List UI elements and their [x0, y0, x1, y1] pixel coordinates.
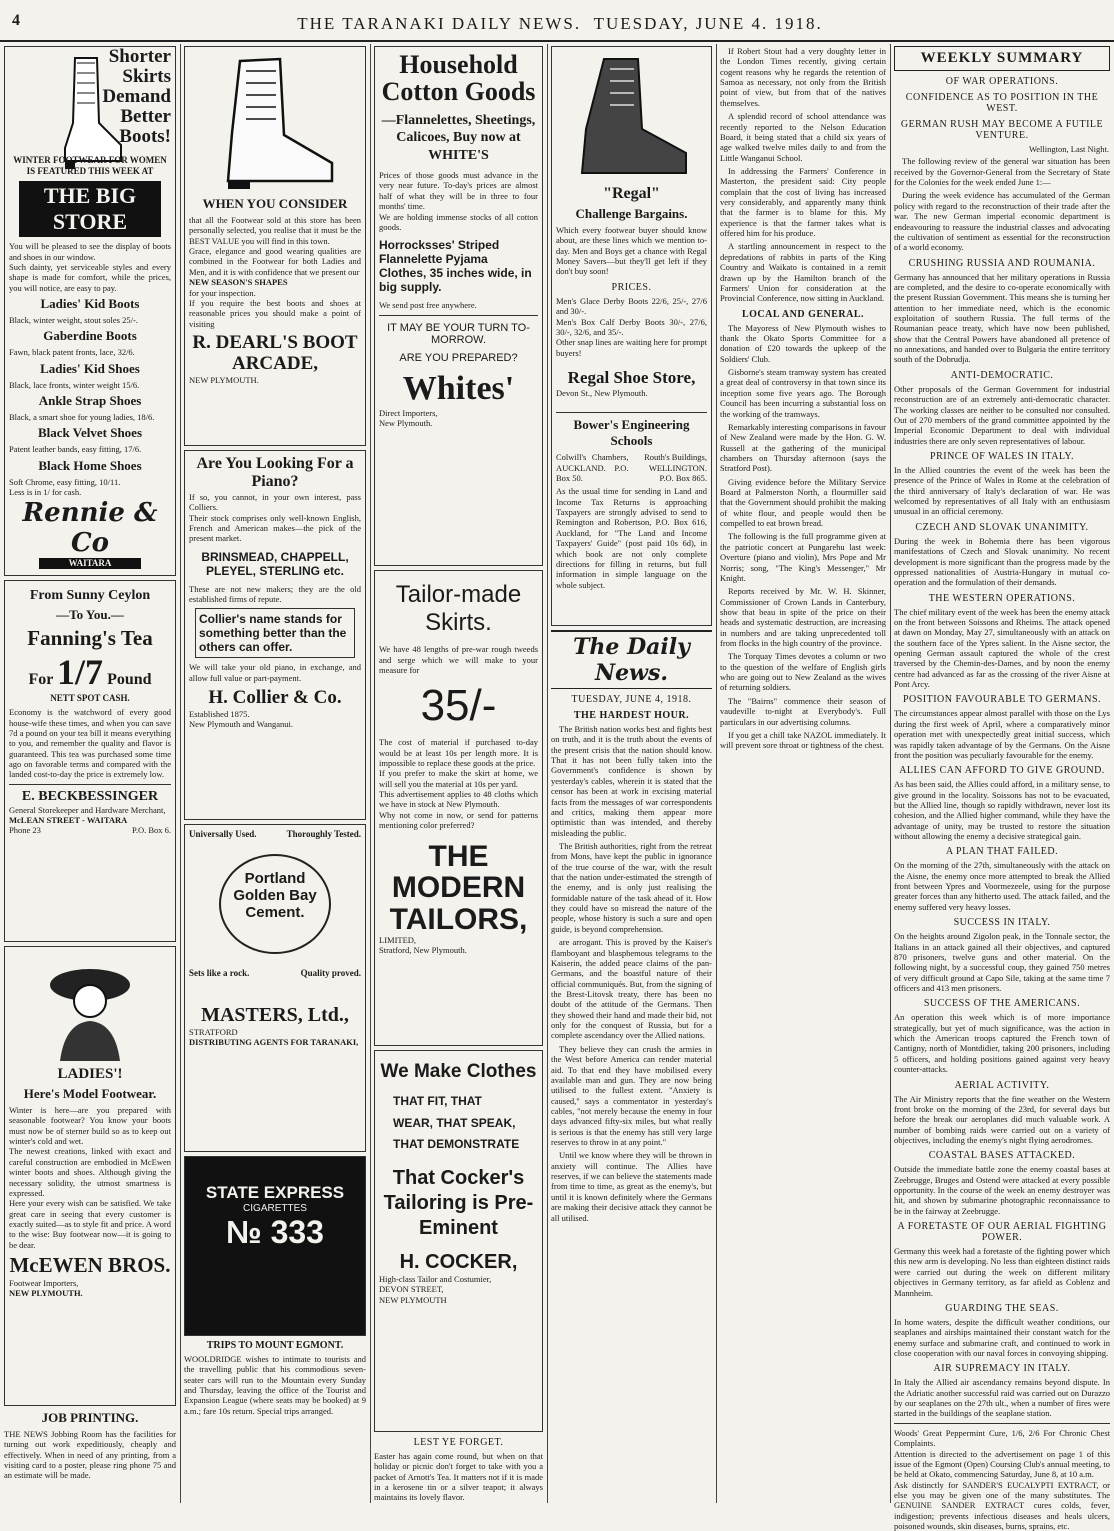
tea-body: Economy is the watchword of every good house-wife these times, and when you can save 7d a pound on your tea bill it means everything to you, and remember the quality and flavor is guaranteed. This tea was purchased some time ago on favorable terms and compared with the landed cost-to-day the price is extremely low.	[9, 707, 171, 780]
mcewen-body2: The newest creations, linked with exact and careful construction are embodied in McEwen winter boots and shoes. Although giving the necessary solidity, the utmost smartness is expressed.	[9, 1146, 171, 1198]
piano-body2: Their stock comprises only well-known English, French and American makes—the pick of the present market.	[189, 512, 361, 544]
section-text: The Air Ministry reports that the fine weather on the Western front broke on the morning of the 23rd, for several days but before the break our aeroplanes did much valuable work. A number of bombing raids were carried out on a variety of objectives, including the enemy's night flying aerodromes.	[894, 1093, 1110, 1145]
tailor-price: 35/-	[420, 681, 497, 731]
local-paragraph: If you get a chill take NAZOL immediately. It will prevent sore throat or tightness of the chest.	[720, 729, 886, 751]
column-rule	[180, 44, 181, 1503]
cement-top	[189, 829, 361, 840]
item-desc: Patent leather bands, easy fitting, 17/6.	[9, 444, 142, 455]
regal-ad	[551, 46, 712, 626]
piano-established: Established 1875.	[189, 709, 250, 720]
cocker-headline: We Make Clothes	[380, 1061, 537, 1082]
local-paragraph: The following is the full programme given at the patriotic concert at Pungarehu last week: Overture (piano and violin), Mrs Pope and Mr Norris; song, "The King's Messenger," Mr Knight.	[720, 531, 886, 583]
item-name: Ladies' Kid Shoes	[40, 360, 140, 376]
local-paragraph: Giving evidence before the Military Service Board at Palmerston North, a flourmiller said that the Government should prohibit the making of white flour, and people would then be compelled to eat brown bread.	[720, 476, 886, 529]
section-title: COASTAL BASES ATTACKED.	[928, 1150, 1076, 1162]
piano-towns: New Plymouth and Wanganui.	[189, 719, 293, 730]
item-desc: Black, winter weight, stout soles 25/-.	[9, 314, 138, 325]
section-text: Outside the immediate battle zone the enemy coastal bases at Zeebrugge, Bruges and Ostend were attacked at every possible opportunity. In the course of the week an enemy destroyer was hit, and shown by submarine photographic reconnaissance to be in the fairway at Zeebrugge.	[894, 1164, 1110, 1216]
big-store-intro2: Such dainty, yet serviceable styles and every shape is made for comfort, while the prices, you will notice, are easy to pay.	[9, 261, 171, 293]
tailor-body4: This advertisement applies to 48 cloths which we have in stock at New Plymouth.	[379, 789, 538, 810]
mcewen-desc: Footwear Importers,	[9, 1278, 79, 1289]
item-desc: Black, a smart shoe for young ladies, 18/6.	[9, 412, 155, 423]
section-text: In Italy the Allied air ascendancy remains beyond dispute. In the Adriatic another successful raid was carried out on Durazzo by our seaplanes on the 27th ult., when a number of fires were started in the buildings of the seaplane station.	[894, 1377, 1110, 1419]
section-text: An operation this week which is of more importance strategically, but yet of much significance, was the action in which the American troops captured the French town of Cantigny, north of Montdidier, taking 200 prisoners, including 5 officers, and holding positions gained against very heavy counter-attacks.	[894, 1012, 1110, 1075]
tea-phone: Phone 23	[9, 825, 41, 836]
section-text: On the morning of the 27th, simultaneously with the attack on the Aisne, the enemy once more attempted to break the Allied front between Ypres and Voormezeele, using for the purpose greater forces than any hitherto used. The attack failed, and the enemy suffered very heavy losses.	[894, 860, 1110, 912]
regal-body2: Other snap lines are waiting here for prompt buyers!	[556, 337, 707, 358]
piano-brands: BRINSMEAD, CHAPPELL, PLEYEL, STERLING etc.	[201, 549, 349, 578]
local-paragraph: A splendid record of school attendance was recently reported to the Nelson Education Board, it being stated that a child six years of age walked twelve miles daily to and from the Little Wanganui School.	[720, 111, 886, 163]
tea-line2: —To You.—	[56, 607, 124, 622]
bottom-right-item: Ask distinctly for SANDER'S EUCALYPTI EXTRACT, or else you may be given one of the many substitutes. The GENUINE SANDER EXTRACT cures colds, fever, indigestion; prevents infectious diseases and heals ulcers, poisoned wounds, skin diseases, burns, sprains, etc.	[894, 1479, 1110, 1531]
whites-body2: We are holding immense stocks of all cotton goods.	[379, 211, 538, 232]
nameplate: The Daily News.	[551, 630, 712, 689]
tea-terms: NETT SPOT CASH.	[50, 693, 130, 703]
weekly-paragraph: During the week evidence has accumulated of the German policy with regard to the reconstruction of their trade after the war. The new German imperial economic department is endeavouring to reassure the industrial classes and advocating the cultivation of sentiment as essential for the reconstruction of a world economy.	[894, 190, 1110, 253]
tea-price-line	[9, 651, 171, 693]
lest-ye-forget	[374, 1437, 543, 1503]
local-paragraph: If Robert Stout had a very doughty letter in the London Times recently, giving certain cogent reasons why he regards the retention of Samoa as necessary, not only from the British point of view, but from that of the natives themselves.	[720, 46, 886, 108]
section-title: CZECH AND SLOVAK UNANIMITY.	[915, 521, 1089, 533]
tailor-body: We have 48 lengths of pre-war rough tweeds and serge which we will make to your measure for	[379, 644, 538, 675]
big-store-items	[9, 296, 171, 487]
tea-price: 1/7	[57, 652, 104, 692]
item-name: Gaberdine Boots	[43, 328, 137, 344]
local-paragraph: A startling announcement in respect to the depredations of rabbits in parts of the King Country and Waikato is contained in a remit drawn up by the Hamilton branch of the Farmers' Union for consideration at the Provincial Conference, now sitting in Auckland.	[720, 241, 886, 304]
regal-boot-icon	[572, 53, 692, 183]
editorial-paragraph: are arrogant. This is proved by the Kaiser's flamboyant and blasphemous telegrams to the Kaiserin, the added peace claims of the pan-Germans, and the boastful nature of their official communiqués. But, from the signing of the Brest-Litovsk treaty, there has been no doubt of the attitude of the Germans. Then they showed their hand and made their bid, not only for the conquest of Russia, but for a complete ascendancy over the Allied nations.	[551, 937, 712, 1041]
cig-number: № 333	[226, 1214, 324, 1250]
item-name: Black Velvet Shoes	[37, 425, 142, 441]
fannings-tea-ad	[4, 580, 176, 942]
regal-name: Regal Shoe Store,	[567, 367, 696, 387]
local-title: LOCAL AND GENERAL.	[741, 308, 865, 320]
cocker-slogan: That Cocker's Tailoring is Pre-Eminent	[383, 1166, 534, 1239]
cement-bottom	[189, 968, 361, 979]
dearl-body: that all the Footwear sold at this store has been personally selected, you realise that it must be the BEST VALUE you will find in this town.	[189, 215, 361, 246]
section-text: The circumstances appear almost parallel with those on the Lys during the first week of April, where a comparatively minor operation met with unexpectedly great initial success, which was rapidly taken advantage of by the Germans. On the Aisne front the position was peculiarly favourable for the enemy.	[894, 708, 1110, 760]
weekly-summary-header	[894, 46, 1110, 71]
bower-addr-right: Routh's Buildings, WELLINGTON. P.O. Box 865.	[644, 452, 707, 484]
local-and-general-top	[720, 46, 886, 304]
item-name: Black Home Shoes	[38, 457, 142, 473]
tea-contact	[9, 825, 171, 835]
tea-line1: From Sunny Ceylon	[29, 588, 151, 603]
tailor-headline: Tailor-made Skirts.	[395, 581, 522, 636]
section-text: During the week in Bohemia there has been vigorous manifestations of Czech and Slovak unanimity. No recent development is more significant than the progress made by the oppressed nationalities of Austria-Hungary in mutual co-operation and the formulation of their demands.	[894, 535, 1110, 588]
regal-address: Devon St., New Plymouth.	[556, 387, 648, 398]
job-title: JOB PRINTING.	[41, 1410, 139, 1425]
section-title: THE WESTERN OPERATIONS.	[928, 592, 1076, 604]
tailor-body3: If you prefer to make the skirt at home, we will sell you the material at 10s per yard.	[379, 768, 538, 789]
weekly-paragraph: The following review of the general war situation has been received by the Governor-General from the Secretary of State for the Colonies for the week ended June 1:—	[894, 156, 1110, 188]
big-store-name: THE BIG STORE	[19, 181, 161, 237]
mcewen-body1: Winter is here—are you prepared with seasonable footwear? You know your boots must now be of sterner build so as to keep out winter's cold and wet.	[9, 1105, 171, 1147]
dearl-town: NEW PLYMOUTH.	[189, 374, 259, 385]
tailor-towns: Stratford, New Plymouth.	[379, 945, 467, 956]
rennie-logo: Rennie & Co	[22, 497, 158, 558]
cement-left2: Sets like a rock.	[189, 968, 250, 979]
regal-price-line: Men's Glace Derby Boots 22/6, 25/-, 27/6 and 30/-.	[556, 295, 707, 317]
editorial-paragraph: They believe they can crush the armies in the West before America can render material aid. To that end they have mobilised every available man and gun. They are now being utilised to the fullest extent. "Anxiety is caused," says a commentator in yesterday's cables, "not merely because the enemy in four days advanced fifty-six miles, but what really is serious is that the enemy has still very large reserves to throw in at any point."	[551, 1043, 712, 1148]
tea-address: McLEAN STREET - WAITARA	[9, 815, 128, 826]
bower-body: As the usual time for sending in Land and Income Tax Returns is approaching Taxpayers are strongly advised to send to Remington and Robertson, P.O. Box 616, Auckland, for "The Land and Income Taxpayers' Guide" (post paid 10s 6d), in which book are not only complete directions for filling in returns, but full information in simple language on the whole subject.	[556, 486, 707, 590]
dearl-ad	[184, 46, 366, 446]
item-desc: Black, lace fronts, winter weight 15/6.	[9, 379, 140, 390]
tea-merchant-desc: General Storekeeper and Hardware Merchant,	[9, 804, 166, 815]
page-number: 4	[12, 12, 20, 29]
cement-brand: Portland Golden Bay Cement.	[219, 854, 331, 954]
big-store-note: Less is in 1/ for cash.	[9, 487, 82, 498]
forget-title: LEST YE FORGET.	[413, 1437, 504, 1448]
cement-name: MASTERS, Ltd.,	[201, 1003, 349, 1026]
cement-town: STRATFORD	[189, 1026, 238, 1037]
section-text: As has been said, the Allies could afford, in a military sense, to give ground in the locality. Soissons has not to be evacuated, but the Allied line, though so rapidly withdrawn, never lost its cohesion, and the Allied higher command, while they have the advantage of unity, may be trusted to restore the situation without allowing the enemy a decisive strategical gain.	[894, 779, 1110, 842]
cigarettes-ad	[184, 1156, 366, 1336]
section-text: In the Allied countries the event of the week has been the presence of the Prince of Wales in Rome at the celebration of the third anniversary of Italy's declaration of war. He was welcomed by representatives of all Italy with an enthusiasm unusual in an official ceremony.	[894, 464, 1110, 517]
tea-po: P.O. Box 6.	[132, 825, 171, 836]
cocker-desc: High-class Tailor and Costumier,	[379, 1273, 492, 1284]
piano-ad	[184, 450, 366, 820]
forget-body: Easter has again come round, but when on that holiday or picnic don't forget to take with you a packet of Arnott's Tea. It matters not if it is made in a kerosene tin or a silver teapot; it always maintains its lovely flavor.	[374, 1451, 543, 1503]
whites-body: Prices of those goods must advance in the very near future. To-day's prices are almost half of what they will be in three to four months' time.	[379, 170, 538, 212]
piano-body: If so, you cannot, in your own interest, pass Colliers.	[189, 491, 361, 513]
bottom-right-item: Attention is directed to the advertisement on page 1 of this issue of the Egmont (Open) Coursing Club's annual meeting, to be held at Okato, commencing Saturday, June 8, at 10 a.m.	[894, 1448, 1110, 1480]
piano-body3: These are not new makers; they are the old established firms of repute.	[189, 583, 361, 604]
regal-title: "Regal"	[603, 185, 660, 202]
dearl-body3: for your inspection.	[189, 287, 256, 298]
cig-kind: CIGARETTES	[243, 1203, 307, 1214]
job-printing-ad	[4, 1410, 176, 1481]
bower-addr-left: Colwill's Chambers, AUCKLAND. P.O. Box 50.	[556, 452, 629, 484]
job-body: THE NEWS Jobbing Room has the facilities for turning out work expeditiously, cheaply and effectively. When in need of any printing, from a visiting card to a poster, please ring phone 75 and an estimate will be made.	[4, 1429, 176, 1481]
big-store-town: WAITARA	[39, 558, 141, 569]
section-title: GUARDING THE SEAS.	[945, 1302, 1059, 1314]
tea-merchant: E. BECKBESSINGER	[21, 788, 159, 804]
column-1	[2, 44, 178, 1503]
piano-title: Are You Looking For a Piano?	[196, 455, 354, 491]
local-paragraph: The Torquay Times devotes a column or two to the question of the welfare of English girls who are going out to New Zealand as the wives of returning soldiers.	[720, 651, 886, 693]
section-text: In home waters, despite the difficult weather conditions, our seaplanes and airships maintained their constant watch for the enemy surface and submarine craft, and continued to work in close cooperation with our naval forces in convoying shipping.	[894, 1316, 1110, 1358]
local-paragraph: Reports received by Mr. W. H. Skinner, Commissioner of Crown Lands in Canterbury, show that beau in spite of the price on their heads and systematic destruction, are increasing in numbers and are taking unprecedented toll from flocks in the high country of the province.	[720, 586, 886, 649]
cement-left: Universally Used.	[189, 829, 257, 839]
section-title: AIR SUPREMACY IN ITALY.	[933, 1363, 1071, 1375]
cement-right: Thoroughly Tested.	[286, 829, 361, 839]
cocker-street: DEVON STREET,	[379, 1284, 444, 1295]
whites-sub: —Flannelettes, Sheetings, Calicoes, Buy now at WHITE'S	[381, 112, 536, 163]
regal-prices-title: PRICES.	[611, 281, 652, 293]
column-4	[549, 44, 714, 1503]
piano-body5: We will take your old piano, in exchange, and allow full value or part-payment.	[189, 662, 361, 683]
dearl-body4: If you require the best boots and shoes at reasonable prices you should make a point of visiting	[189, 297, 361, 329]
whites-body4: We send post free anywhere.	[379, 300, 477, 311]
section-text: Other proposals of the German Government for industrial reconstruction are of an extremely anti-democratic character. The working classes are neither to be consulted nor consulted. Out of 270 members of the grand committee appointed by the Imperial Economic Department to deal with individual industries there are only seven representatives of labour.	[894, 383, 1110, 446]
section-title: AERIAL ACTIVITY.	[954, 1079, 1050, 1091]
local-paragraph: In addressing the Farmers' Conference in Masterton, the president said: City people complain that the cost of living has increased very considerably, and apparently many think that the farmer is to blame for this. My experience is that the farmer takes what is offered him for his produce.	[720, 165, 886, 239]
big-store-intro: You will be pleased to see the display of boots and shoes in our window.	[9, 241, 171, 262]
big-store-ad	[4, 46, 176, 576]
cocker-name: H. COCKER,	[399, 1250, 518, 1273]
section-text: Germany this week had a foretaste of the fighting power which this new arm is developing. No less than eighteen distinct raids were carried out during the week on different military objectives in Germany territory, as far afield as Coblenz and Mannheim.	[894, 1246, 1110, 1298]
column-rule	[716, 44, 717, 1503]
tailor-limited: LIMITED,	[379, 935, 417, 945]
column-2	[182, 44, 368, 1503]
cement-right2: Quality proved.	[300, 968, 361, 979]
local-paragraph: Gisborne's steam tramway system has created a great deal of controversy in that town since its inception some five years ago. The Borough Council has been incurring a substantial loss on the working of the tramways.	[720, 367, 886, 419]
regal-body: Which every footwear buyer should know about, are these lines which we mention to-day. Men and Boys get a chance with Regal Money Savers—but they'll get left if they don't buy soon!	[556, 225, 707, 277]
bower-addrs	[556, 452, 707, 483]
column-3	[372, 44, 545, 1503]
cocker-ad	[374, 1050, 543, 1432]
local-and-general	[720, 323, 886, 751]
weekly-sub3: GERMAN RUSH MAY BECOME A FUTILE VENTURE.	[900, 119, 1104, 141]
local-paragraph: The Mayoress of New Plymouth wishes to thank the Okato Sports Committee for a donation of £20 towards the upkeep of the Soldiers' Club.	[720, 322, 886, 364]
editorial-title: THE HARDEST HOUR.	[573, 710, 690, 721]
bower-title: Bower's Engineering Schools	[573, 417, 690, 449]
dearl-highlight: NEW SEASON'S SHAPES	[189, 277, 288, 288]
editorial-paragraph: The British nation works best and fights best on truth, and it is the truth about the events of the present crisis that the nation should know. That it has not been fully taken into the Government's confidence is shown by yesterday's cables, wherein it is stated that the censor has been at work in excising material facts from the messages of war correspondents and critics, making them appear more optimistic than was intended, and thereby misleading the public.	[551, 724, 712, 838]
egmont-title: TRIPS TO MOUNT EGMONT.	[206, 1340, 344, 1351]
tea-price-prefix: For	[28, 671, 54, 688]
section-text: On the heights around Zigolon peak, in the Tonnale sector, the Italians in an attack gained all their objectives, and captured 870 prisoners, twelve guns and other material. On the following night, by a successful coup, they gained 750 metres of very difficult ground at Capo Sile, taking at the same time 7 officers and 413 men prisoners.	[894, 931, 1110, 993]
weekly-body	[894, 156, 1110, 252]
section-title: CRUSHING RUSSIA AND ROUMANIA.	[908, 257, 1096, 269]
dearl-name: R. DEARL'S BOOT ARCADE,	[192, 331, 358, 374]
boot-icon	[210, 53, 340, 193]
dateline: TUESDAY, JUNE 4, 1918.	[571, 694, 692, 705]
cig-brand: STATE EXPRESS	[205, 1183, 345, 1202]
column-6	[892, 44, 1112, 1531]
mcewen-body3: Here your every wish can be satisfied. We take great care in seeing that every customer is exactly suited—as to style fit and price. A word to the wise: Buy footwear now—it is going to be dear.	[9, 1198, 171, 1250]
newspaper-title	[260, 14, 860, 34]
issue-date: TUESDAY, JUNE 4. 1918.	[593, 14, 823, 33]
column-rule	[547, 44, 548, 1503]
section-text: The chief military event of the week has been the enemy attack on the front between Soissons and Rheims. The attack opened at dawn on Monday, May 27, simultaneously with an attack on the southern face of the Ypres salient. In the Aisne sector, the opening German assault captured the whole of the crest traversed by the Chemin-des-Dames, and by noon the enemy centre had advanced as far as the crossing of the river Aisne at Pont Arcy.	[894, 606, 1110, 690]
section-title: ANTI-DEMOCRATIC.	[950, 369, 1054, 381]
mcewen-town: NEW PLYMOUTH.	[9, 1288, 83, 1299]
item-name: Ladies' Kid Boots	[40, 295, 140, 311]
mcewen-subtitle: Here's Model Footwear.	[23, 1086, 157, 1101]
whites-name: Whites'	[402, 369, 515, 407]
lady-portrait-icon	[35, 953, 145, 1063]
whites-body3: Horrocksses' Striped Flannelette Pyjama Clothes, 35 inches wide, in big supply.	[379, 238, 532, 295]
egmont-ad	[184, 1340, 366, 1416]
whites-town: New Plymouth.	[379, 417, 433, 428]
tailor-body5: Why not come in now, or send for patterns mentioning color preferred?	[379, 809, 538, 831]
column-5	[718, 44, 888, 1503]
weekly-sub: OF WAR OPERATIONS.	[945, 76, 1059, 87]
section-title: SUCCESS IN ITALY.	[953, 917, 1051, 929]
weekly-title: WEEKLY SUMMARY	[920, 50, 1084, 66]
weekly-dateline: Wellington, Last Night.	[1028, 144, 1109, 154]
section-title: ALLIES CAN AFFORD TO GIVE GROUND.	[899, 765, 1105, 777]
cement-desc: DISTRIBUTING AGENTS FOR TARANAKI,	[189, 1036, 359, 1047]
section-title: POSITION FAVOURABLE TO GERMANS.	[902, 694, 1102, 706]
local-paragraph: The "Bairns" commence their season of vaudeville to-night at Everybody's. Full particulars in our advertising columns.	[720, 695, 886, 727]
piano-name: H. Collier & Co.	[208, 687, 342, 709]
item-desc: Soft Chrome, easy fitting, 10/11.	[9, 476, 121, 487]
section-title: A FORETASTE OF OUR AERIAL FIGHTING POWER.	[897, 1221, 1107, 1244]
editorial-body	[551, 724, 712, 1223]
weekly-sub2: CONFIDENCE AS TO POSITION IN THE WEST.	[905, 92, 1099, 114]
section-title: PRINCE OF WALES IN ITALY.	[930, 450, 1074, 462]
weekly-sections	[894, 258, 1110, 1531]
tailor-body2: The cost of material if purchased to-day would be at least 10s per length more. It is impossible to replace these goods at the price.	[379, 737, 538, 768]
big-store-headline: Shorter Skirts Demand Better Boots!	[102, 46, 171, 147]
local-paragraph: Remarkably interesting comparisons in favour of New Zealand were made by the Hon. G. W. Russell at the gathering of the municipal chambers on Thursday afternoon (says the Stratford Post).	[720, 421, 886, 474]
section-title: A PLAN THAT FAILED.	[945, 846, 1059, 858]
editorial-paragraph: Until we know where they will be thrown in anxiety will continue. The Allies have reserves, if we can believe the statements made from time to time, as great as the enemy's, but until it is known definitely where the Germans are making their decisive attack they cannot be all utilised.	[551, 1150, 712, 1223]
whites-headline: Household Cotton Goods	[381, 50, 536, 107]
editorial-paragraph: The British authorities, right from the retreat from Mons, have kept the public in ignorance of the true course of the war, with the result that the nation under-estimated the strength of the enemy, and is only just realising the formidable nature of the task ahead of it. How they could have so misread the nature of the people, whose history is such a sure and open guide, is beyond comprehension.	[551, 840, 712, 934]
dearl-title: WHEN YOU CONSIDER	[202, 196, 348, 211]
bottom-right-item: Woods' Great Peppermint Cure, 1/6, 2/6 For Chronic Chest Complaints.	[894, 1427, 1110, 1449]
dearl-body2: Grace, elegance and good wearing qualities are combined in the Footwear for both Ladies and Men, and it is with confidence that we present our	[189, 246, 361, 277]
section-text: Germany has announced that her military operations in Russia are completed, and the desire to co-operate economically with the present Russian Government. This means she is turning her attention to her immediate need, which is the economic exploitation of southern Russia. The full terms of the Roumanian peace treaty, which have now been published, show that the Central Powers have abandoned all pretence of no annexations, and handed over to Bulgaria the entire territory south of the Dobrudja.	[894, 271, 1110, 365]
column-rule	[890, 44, 891, 1503]
whites-slogan1: IT MAY BE YOUR TURN TO-MORROW.	[387, 321, 530, 346]
mcewen-ad	[4, 946, 176, 1406]
egmont-body: WOOLDRIDGE wishes to intimate to tourists and the travelling public that his commodious seven-seater cars will run to the Mountain every Sunday and Thursday, leaving the office of the Tourist and Expansion League (where seats may be booked) at 9 a.m.; fare 10s return. Special trips arranged.	[184, 1354, 366, 1416]
cocker-town: NEW PLYMOUTH	[379, 1294, 447, 1305]
tailor-name: THE MODERN TAILORS,	[389, 839, 528, 936]
section-title: SUCCESS OF THE AMERICANS.	[923, 998, 1081, 1010]
tea-brand: Fanning's Tea	[27, 626, 153, 650]
masthead	[0, 0, 1114, 42]
cocker-body: THAT FIT, THAT WEAR, THAT SPEAK, THAT DEMONSTRATE	[393, 1094, 520, 1152]
cement-ad	[184, 824, 366, 1152]
mcewen-title: LADIES'!	[57, 1066, 123, 1082]
item-desc: Fawn, black patent fronts, lace, 32/6.	[9, 347, 135, 358]
column-rule	[370, 44, 371, 1503]
whites-slogan2: ARE YOU PREPARED?	[399, 351, 518, 364]
mcewen-name: McEWEN BROS.	[9, 1253, 171, 1278]
tailor-skirts-ad	[374, 570, 543, 1046]
piano-body4: Collier's name stands for something better than the others can offer.	[195, 608, 355, 658]
big-store-lead: WINTER FOOTWEAR FOR WOMEN IS FEATURED THIS WEEK AT	[13, 154, 167, 176]
tea-price-unit: Pound	[107, 671, 152, 688]
item-name: Ankle Strap Shoes	[38, 393, 142, 409]
whites-ad	[374, 46, 543, 566]
title-text: THE TARANAKI DAILY NEWS.	[297, 14, 582, 33]
regal-price-line: Men's Box Calf Derby Boots 30/-, 27/6, 30/-, 32/6, and 35/-.	[556, 316, 707, 337]
regal-sub: Challenge Bargains.	[575, 206, 688, 221]
whites-desc: Direct Importers,	[379, 407, 438, 418]
